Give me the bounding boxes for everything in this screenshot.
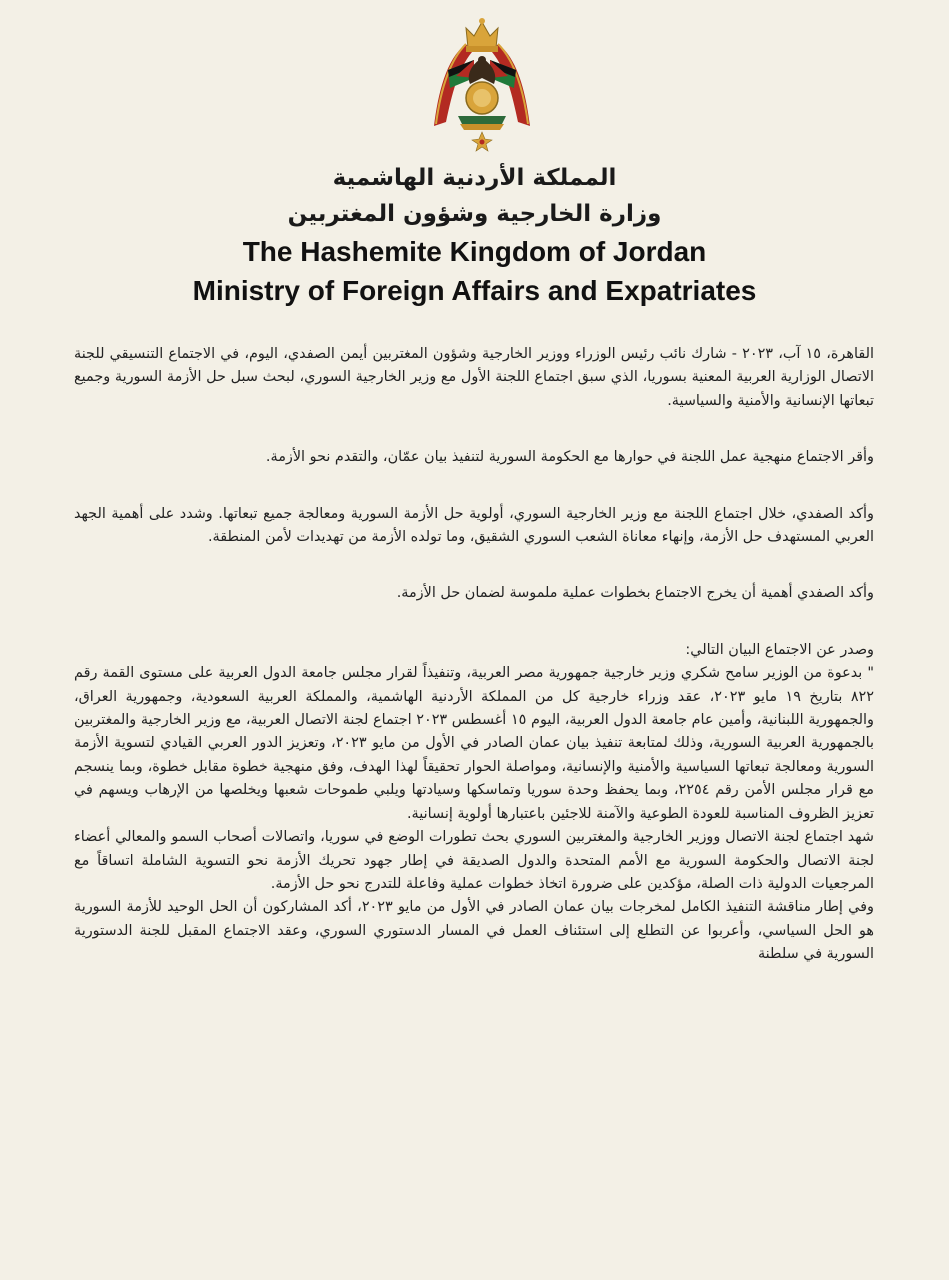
header-arabic-kingdom: المملكة الأردنية الهاشمية	[332, 165, 617, 191]
header-english-kingdom: The Hashemite Kingdom of Jordan	[242, 236, 707, 267]
letterhead	[0, 160, 949, 310]
header-arabic-ministry: وزارة الخارجية وشؤون المغتربين	[287, 201, 662, 227]
statement-part-2: شهد اجتماع لجنة الاتصال ووزير الخارجية والمغتربين السوري بحث تطورات الوضع في سوريا، واتصالات أصحاب السمو والمعالي أعضاء لجنة الاتصال والحكومة السورية مع الأمم المتحدة والدول الصديقة في إطار جهود تحريك الأزمة نحو التسوية الشاملة اتساقاً مع المرجعيات الدولية ذات الصلة، مؤكدين على ضرورة اتخاذ خطوات عملية وفاعلة للتدرج نحو حل الأزمة.	[74, 829, 874, 892]
header-english-ministry: Ministry of Foreign Affairs and Expatriates	[192, 275, 757, 306]
statement-intro: وصدر عن الاجتماع البيان التالي:	[685, 641, 874, 658]
paragraph-3: وأكد الصفدي، خلال اجتماع اللجنة مع وزير الخارجية السوري، أولوية حل الأزمة السورية ومعالجة جميع تبعاتها. وشدد على أهمية الجهد العربي المستهدف حل الأزمة، وإنهاء معاناة الشعب السوري الشقيق، وما تولده الأزمة من تهديدات لأمن المنطقة.	[74, 505, 874, 546]
jordan-royal-coat-of-arms-emblem	[426, 14, 538, 154]
statement-part-1: " بدعوة من الوزير سامح شكري وزير خارجية جمهورية مصر العربية، وتنفيذاً لقرار مجلس جامعة الدول العربية على مستوى القمة رقم ٨٢٢ بتاريخ ١٩ مايو ٢٠٢٣، عقد وزراء خارجية كل من المملكة الأردنية الهاشمية، والمملكة العربية السعودية، وجمهورية العراق، والجمهورية اللبنانية، وأمين عام جامعة الدول العربية، اليوم ١٥ أغسطس ٢٠٢٣ اجتماع لجنة الاتصال العربية، مع وزير الخارجية والمغتربين بالجمهورية العربية السورية، وذلك لمتابعة تنفيذ بيان عمان الصادر في الأول من مايو ٢٠٢٣، وتعزيز الدور العربي القيادي لتسوية الأزمة السورية ومعالجة تبعاتها السياسية والأمنية والإنسانية، ومواصلة الحوار تحقيقاً لهذا الهدف، وفق منهجية خطوة مقابل خطوة، وبما ينسجم مع قرار مجلس الأمن رقم ٢٢٥٤، وبما يحفظ وحدة سوريا وتماسكها وسيادتها ويلبي طموحات شعبها ويخلصها من الإرهاب ويسهم في تعزيز الظروف المناسبة للعودة الطوعية والآمنة للاجئين باعتبارها أولوية إنسانية.	[74, 665, 875, 822]
paragraph-2: وأقر الاجتماع منهجية عمل اللجنة في حوارها مع الحكومة السورية لتنفيذ بيان عمّان، والتقدم نحو الأزمة.	[265, 449, 874, 466]
press-release-body	[74, 343, 874, 967]
emblem-base	[458, 116, 506, 124]
emblem-crown	[466, 22, 498, 48]
paragraph-4: وأكد الصفدي أهمية أن يخرج الاجتماع بخطوات عملية ملموسة لضمان حل الأزمة.	[396, 585, 874, 602]
statement	[74, 639, 874, 967]
statement-part-3: وفي إطار مناقشة التنفيذ الكامل لمخرجات بيان عمان الصادر في الأول من مايو ٢٠٢٣، أكد المشاركون أن الحل الوحيد للأزمة السورية هو الحل السياسي، وأعربوا عن التطلع إلى استئناف العمل في المسار الدستوري السوري، وعقد الاجتماع المقبل للجنة الدستورية السورية في سلطنة	[74, 899, 874, 963]
paragraph-1: القاهرة، ١٥ آب، ٢٠٢٣ - شارك نائب رئيس الوزراء ووزير الخارجية وشؤون المغتربين أيمن الصفدي، اليوم، في الاجتماع التنسيقي للجنة الاتصال الوزارية العربية المعنية بسوريا، الذي سبق اجتماع اللجنة الأول مع وزير الخارجية السوري، لبحث سبل حل الأزمة السورية وجميع تبعاتها الإنسانية والأمنية والسياسية.	[74, 346, 874, 409]
